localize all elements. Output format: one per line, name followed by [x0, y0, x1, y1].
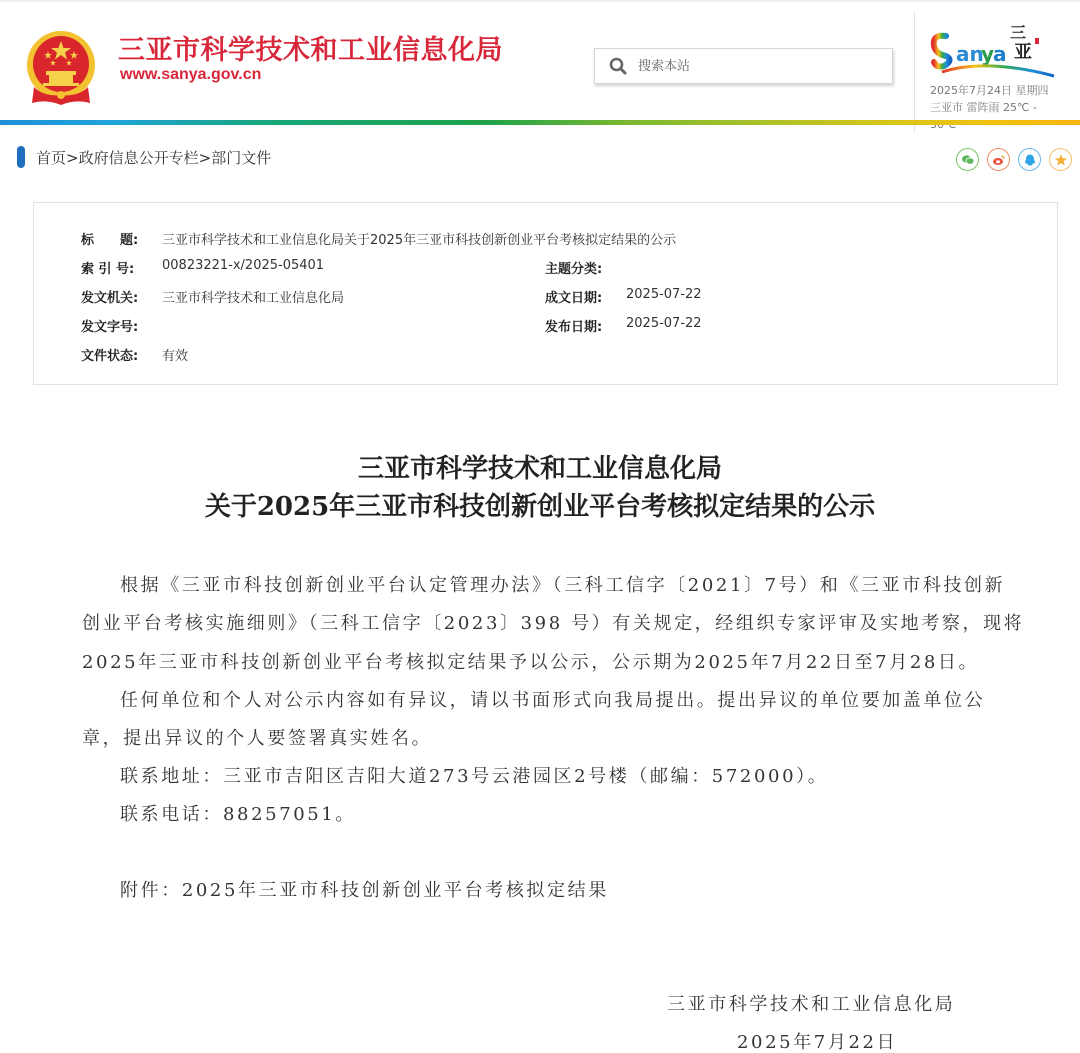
document-meta-box: [33, 202, 1058, 385]
sanya-logo-icon: [926, 14, 1056, 80]
svg-text:三: 三: [1010, 23, 1027, 42]
meta-title-label: 标 题:: [81, 233, 139, 248]
share-wechat-button[interactable]: [956, 148, 979, 171]
paragraph-2-line-2: 章，提出异议的个人要签署真实姓名。: [82, 728, 433, 749]
svg-text:an: an: [956, 42, 984, 66]
paragraph-2-line-1: 任何单位和个人对公示内容如有异议，请以书面形式向我局提出。提出异议的单位要加盖单位公: [120, 690, 986, 711]
svg-text:亚: 亚: [1014, 42, 1032, 63]
meta-publish-date-label: 发布日期:: [545, 320, 603, 335]
paragraph-1-line-3: 2025年三亚市科技创新创业平台考核拟定结果予以公示，公示期为2025年7月22日至7月28日。: [82, 652, 980, 673]
contact-phone: 联系电话：88257051。: [120, 804, 357, 825]
attachment-label: 附件：: [120, 880, 182, 901]
national-emblem-icon: [24, 29, 98, 107]
star-icon: [1054, 153, 1068, 167]
article-title-line2: 关于2025年三亚市科技创新创业平台考核拟定结果的公示: [204, 492, 876, 522]
wechat-icon: [961, 153, 975, 167]
site-title[interactable]: 三亚市科学技术和工业信息化局: [118, 35, 503, 66]
signature-org: 三亚市科学技术和工业信息化局: [667, 994, 956, 1015]
site-header: [0, 0, 1080, 120]
contact-address: 联系地址：三亚市吉阳区吉阳大道273号云港园区2号楼（邮编：572000）。: [120, 766, 829, 787]
attachment-link[interactable]: 2025年三亚市科技创新创业平台考核拟定结果: [181, 880, 609, 901]
weibo-icon: [992, 153, 1006, 167]
breadcrumb-marker: [17, 146, 25, 168]
breadcrumb: [17, 145, 271, 169]
breadcrumb-gov-info[interactable]: 政府信息公开专栏: [78, 148, 199, 167]
meta-written-date-value: 2025-07-22: [626, 287, 702, 302]
meta-index-value: 00823221-x/2025-05401: [162, 258, 325, 273]
breadcrumb-dept-docs[interactable]: 部门文件: [211, 148, 272, 167]
signature-date: 2025年7月22日: [737, 1032, 898, 1053]
breadcrumb-home[interactable]: 首页: [36, 148, 67, 167]
weather-line: 三亚市 雷阵雨 25℃ -: [930, 101, 1037, 114]
breadcrumb-separator: >: [66, 148, 79, 167]
rainbow-divider: [0, 120, 1080, 125]
search-icon[interactable]: [608, 56, 628, 76]
weather-info: [930, 82, 1060, 133]
share-weibo-button[interactable]: [987, 148, 1010, 171]
share-favorite-button[interactable]: [1049, 148, 1072, 171]
header-divider: [914, 12, 915, 132]
weather-date: 2025年7月24日 星期四: [930, 84, 1049, 97]
meta-status-value: 有效: [162, 349, 189, 364]
article-title-line1: 三亚市科学技术和工业信息化局: [357, 454, 722, 484]
meta-issuer-value: 三亚市科学技术和工业信息化局: [162, 291, 345, 306]
meta-status-label: 文件状态:: [81, 349, 139, 364]
svg-text:y: y: [981, 42, 995, 66]
paragraph-1-line-2: 创业平台考核实施细则》（三科工信字〔2023〕398 号）有关规定，经组织专家评审及实地考察，现将: [82, 613, 1025, 634]
meta-written-date-label: 成文日期:: [545, 291, 603, 306]
search-box[interactable]: [594, 48, 893, 84]
breadcrumb-text: [36, 147, 271, 168]
share-qq-button[interactable]: [1018, 148, 1041, 171]
meta-topic-label: 主题分类:: [545, 262, 603, 277]
search-input[interactable]: [638, 59, 878, 74]
breadcrumb-separator: >: [198, 148, 212, 167]
qq-icon: [1023, 153, 1037, 167]
meta-doc-number-label: 发文字号:: [81, 320, 139, 335]
meta-issuer-label: 发文机关:: [81, 291, 139, 306]
meta-index-label: 索 引 号:: [81, 262, 135, 277]
meta-publish-date-value: 2025-07-22: [626, 316, 702, 331]
meta-title-value: 三亚市科学技术和工业信息化局关于2025年三亚市科技创新创业平台考核拟定结果的公示: [162, 233, 677, 248]
share-bar: [956, 148, 1072, 171]
svg-text:a: a: [993, 42, 1007, 66]
attachment-row: [120, 876, 609, 902]
site-url[interactable]: www.sanya.gov.cn: [120, 66, 262, 83]
paragraph-1-line-1: 根据《三亚市科技创新创业平台认定管理办法》（三科工信字〔2021〕7号）和《三亚市科技创新: [120, 575, 1006, 596]
